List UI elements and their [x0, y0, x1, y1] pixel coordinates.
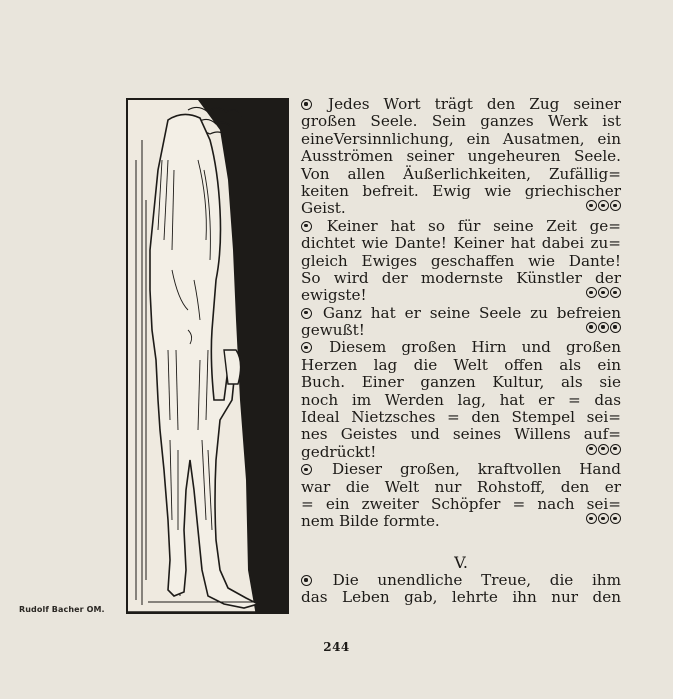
- standing-figure-illustration-icon: [128, 100, 289, 614]
- text-line: noch im Werden lag, hat er = das: [301, 390, 621, 409]
- text-line: gedrückt!: [301, 444, 621, 461]
- text-line: Ausströmen seiner ungeheuren Seele.: [301, 147, 621, 166]
- paragraph-ornament-icon: [301, 342, 312, 353]
- text-line: Jedes Wort trägt den Zug seiner: [301, 96, 621, 113]
- text-line: Ideal Nietzsches = den Stempel sei=: [301, 408, 621, 427]
- text-line: gewußt!: [301, 322, 621, 339]
- section-text: [301, 572, 621, 607]
- section-heading: V.: [454, 553, 468, 572]
- illustration: [126, 98, 289, 614]
- text-line: Von allen Äußerlichkeiten, Zufällig=: [301, 164, 621, 183]
- paragraph-ornament-icon: [301, 221, 312, 232]
- paragraph-end-ornament-icon: [586, 513, 621, 530]
- text-line: keiten befreit. Ewig wie griechischer: [301, 181, 621, 200]
- text-line: nem Bilde formte.: [301, 513, 621, 530]
- paragraph-end-ornament-icon: [586, 322, 621, 339]
- illustration-caption: Rudolf Bacher OM.: [19, 605, 105, 614]
- paragraph-ornament-icon: [301, 575, 312, 586]
- text-line: = ein zweiter Schöpfer = nach sei=: [301, 494, 621, 513]
- text-line: Die unendliche Treue, die ihm: [301, 572, 621, 589]
- text-line: dichtet wie Dante! Keiner hat dabei zu=: [301, 234, 621, 253]
- paragraph-ornament-icon: [301, 464, 312, 475]
- text-column: [301, 96, 621, 531]
- text-line: Diesem großen Hirn und großen: [301, 339, 621, 356]
- paragraph-ornament-icon: [301, 308, 312, 319]
- paragraph-end-ornament-icon: [586, 287, 621, 304]
- text-line: war die Welt nur Rohstoff, den er: [301, 477, 621, 496]
- text-line: eineVersinnlichung, ein Ausatmen, ein: [301, 129, 621, 148]
- text-line: Buch. Einer ganzen Kultur, als sie: [301, 373, 621, 392]
- paragraph-end-ornament-icon: [586, 200, 621, 217]
- text-line: Keiner hat so für seine Zeit ge=: [301, 218, 621, 235]
- text-line: Dieser großen, kraftvollen Hand: [301, 461, 621, 478]
- text-line: großen Seele. Sein ganzes Werk ist: [301, 112, 621, 131]
- text-line: Herzen lag die Welt offen als ein: [301, 355, 621, 374]
- text-line: So wird der modernste Künstler der: [301, 268, 621, 287]
- page-number: 244: [323, 640, 350, 654]
- paragraph-ornament-icon: [301, 99, 312, 110]
- text-line: Ganz hat er seine Seele zu befreien: [301, 305, 621, 322]
- text-line: ewigste!: [301, 287, 621, 304]
- paragraph-end-ornament-icon: [586, 444, 621, 461]
- text-line: nes Geistes und seines Willens auf=: [301, 425, 621, 444]
- text-line: gleich Ewiges geschaffen wie Dante!: [301, 251, 621, 270]
- text-line: Geist.: [301, 200, 621, 217]
- text-line: das Leben gab, lehrte ihn nur den: [301, 588, 621, 607]
